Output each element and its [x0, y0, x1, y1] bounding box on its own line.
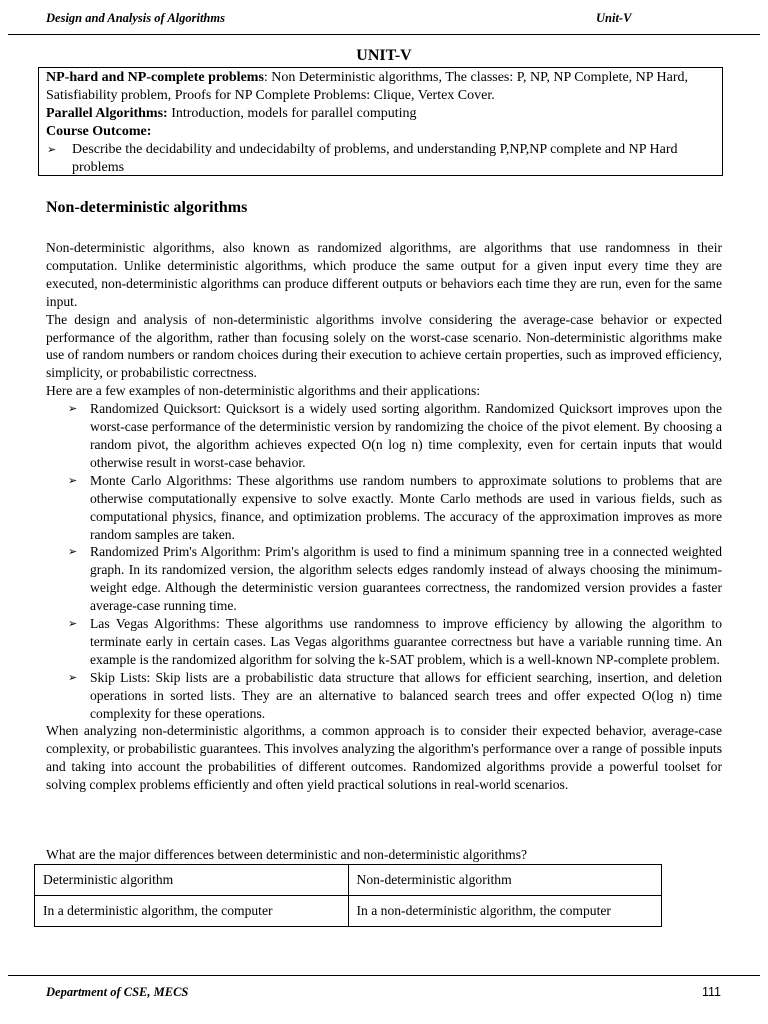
arrow-bullet-icon: ➢ — [68, 670, 78, 684]
arrow-bullet-icon: ➢ — [68, 402, 78, 416]
table-cell: In a non-deterministic algorithm, the computer — [348, 896, 662, 927]
footer-rule — [8, 975, 760, 976]
paragraph-examples-lead: Here are a few examples of non-deterministic algorithms and their applications: — [46, 383, 481, 399]
table-cell: In a deterministic algorithm, the computer — [35, 896, 349, 927]
arrow-bullet-icon: ➢ — [47, 143, 57, 156]
paragraph-intro: Non-deterministic algorithms, also known as randomized algorithms, are algorithms that use randomness in their computation. Unlike deterministic algorithms, which produce the same output for a given input every time they are executed, non-deterministic algorithms can produce different outputs or behaviors each time they are run, even for the same input. — [46, 240, 722, 309]
body-text — [46, 239, 722, 794]
syllabus-parallel-heading: Parallel Algorithms: — [46, 106, 172, 121]
header-rule — [8, 34, 760, 35]
unit-title: UNIT-V — [356, 47, 412, 64]
examples-list — [46, 400, 722, 722]
footer-department: Department of CSE, MECS — [46, 985, 189, 999]
paragraph-design: The design and analysis of non-deterministic algorithms involve considering the average-case behavior or expected performance of the algorithm, rather than focusing solely on the worst-case scenario. Non-deterministic algorithms make use of random numbers or random choices during their execution to achieve certain properties, such as improved efficiency, simplicity, or probabilistic correctness. — [46, 311, 722, 381]
comparison-table — [34, 864, 662, 927]
question-text: What are the major differences between deterministic and non-deterministic algorithms? — [46, 847, 528, 862]
list-item: ➢ Randomized Quicksort: Quicksort is a widely used sorting algorithm. Randomized Quicksort improves upon the worst-case performance of the deterministic version by randomizing the choice of the pivot element. By choosing a random pivot, the algorithm achieves expected O(n log n) time complexity, even for certain inputs that would otherwise result in worst-case behavior. — [68, 401, 722, 470]
list-item: ➢ Monte Carlo Algorithms: These algorithms use random numbers to approximate solutions to problems that are otherwise computationally expensive to solve exactly. Monte Carlo methods are used in various fields, such as computational physics, finance, and optimization problems. The accuracy of the approximation improves as more random samples are taken. — [68, 472, 722, 542]
course-outcome-item: ➢ Describe the decidability and undecidabilty of problems, and understanding P,NP,NP complete and NP Hard problems — [47, 142, 678, 175]
arrow-bullet-icon: ➢ — [68, 473, 78, 487]
course-outcome-heading: Course Outcome: — [46, 124, 152, 139]
section-heading: Non-deterministic algorithms — [46, 199, 248, 216]
syllabus-parallel-line — [46, 105, 715, 123]
table-header-cell: Non-deterministic algorithm — [348, 865, 662, 896]
syllabus-np-line — [46, 69, 715, 105]
syllabus-np-text: : Non Deterministic algorithms, The classes: P, NP, NP Complete, NP Hard, Satisfiability problem, Proofs for NP Complete Problems: Clique, Vertex Cover. — [46, 70, 689, 103]
syllabus-np-heading: NP-hard and NP-complete problems — [46, 70, 264, 85]
table-header-cell: Deterministic algorithm — [35, 865, 349, 896]
list-item: ➢ Randomized Prim's Algorithm: Prim's algorithm is used to find a minimum spanning tree in a connected weighted graph. In its randomized version, the algorithm selects edges randomly instead of always choosing the minimum-weight edge. Although the deterministic version guarantees correctness, the randomized version provides a faster average-case running time. — [68, 544, 722, 614]
table-header-row — [35, 865, 662, 896]
running-header-title: Design and Analysis of Algorithms — [46, 11, 225, 25]
syllabus-parallel-text: Introduction, models for parallel computing — [171, 106, 417, 121]
table-row — [35, 896, 662, 927]
list-item: ➢ Skip Lists: Skip lists are a probabilistic data structure that allows for efficient searching, insertion, and deletion operations in sorted lists. They are an alternative to balanced search trees and offer expected O(log n) time complexity for these operations. — [68, 669, 722, 721]
running-header-unit: Unit-V — [596, 11, 632, 25]
syllabus-box — [38, 67, 723, 176]
paragraph-analysis: When analyzing non-deterministic algorithms, a common approach is to consider their expected behavior, average-case complexity, or probabilistic guarantees. This involves analyzing the algorithm's performance over a range of possible inputs and taking into account the probabilities of different outcomes. Randomized algorithms provide a powerful toolset for solving complex problems efficiently and often yield practical solutions in real-world scenarios. — [46, 723, 722, 793]
page-number: 111 — [702, 985, 722, 999]
list-item: ➢ Las Vegas Algorithms: These algorithms use randomness to improve efficiency by allowing the algorithm to terminate early in certain cases. Las Vegas algorithms guarantee correctness but have a variable running time. An example is the randomized algorithm for solving the k-SAT problem, which is a well-known NP-complete problem. — [68, 616, 722, 667]
arrow-bullet-icon: ➢ — [68, 545, 78, 559]
arrow-bullet-icon: ➢ — [68, 617, 78, 631]
